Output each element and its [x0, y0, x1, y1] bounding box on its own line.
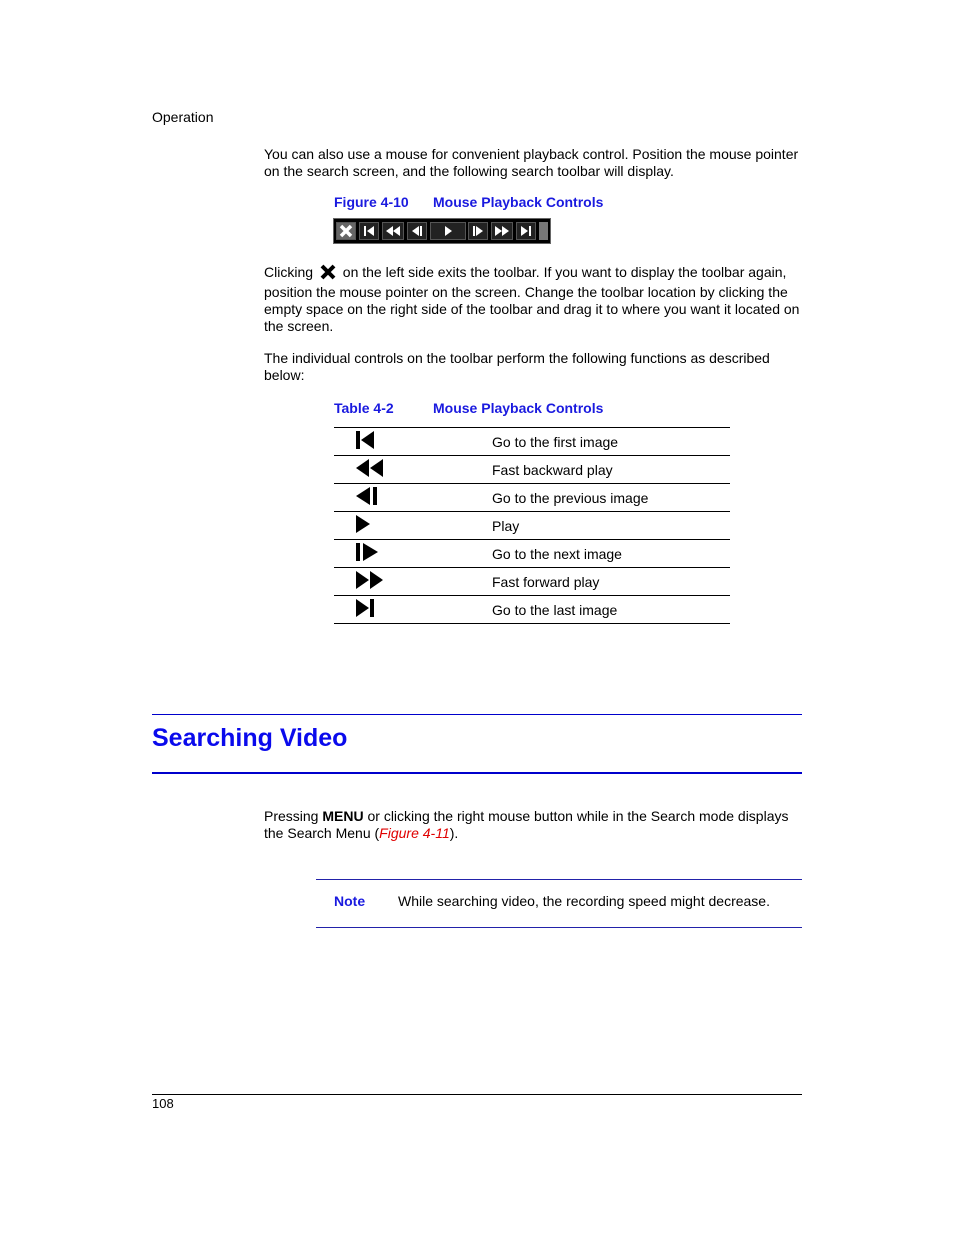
pressing-pre: Pressing	[264, 808, 323, 824]
table-cell-label: Play	[492, 512, 730, 540]
last-image-icon[interactable]	[516, 222, 536, 240]
table-row	[334, 540, 730, 568]
pressing-paragraph	[264, 808, 804, 842]
controls-table	[334, 427, 730, 624]
intro-line-1: You can also use a mouse for convenient playback control. Position the mouse pointer	[264, 146, 799, 162]
last-image-icon	[334, 596, 492, 624]
close-icon	[320, 264, 336, 284]
playback-toolbar	[333, 218, 551, 244]
play-icon	[334, 512, 492, 540]
running-header: Operation	[152, 109, 214, 125]
table-cell-label: Fast forward play	[492, 568, 730, 596]
figure-link[interactable]: Figure 4-11	[379, 825, 450, 841]
next-image-icon[interactable]	[468, 222, 488, 240]
pressing-line-2b: ).	[449, 825, 459, 841]
table-title: Mouse Playback Controls	[433, 400, 604, 416]
individual-line-1: The individual controls on the toolbar perform the following functions as described	[264, 350, 770, 366]
footer-rule	[152, 1094, 802, 1095]
toolbar-drag-area[interactable]	[539, 222, 548, 240]
note-label: Note	[334, 893, 366, 909]
menu-key: MENU	[322, 808, 364, 824]
first-image-icon[interactable]	[359, 222, 379, 240]
table-row	[334, 596, 730, 624]
clicking-line-1b: on the left side exits the toolbar. If you want to display the toolbar again,	[342, 264, 787, 280]
table-cell-label: Fast backward play	[492, 456, 730, 484]
intro-paragraph	[264, 146, 804, 180]
table-row	[334, 568, 730, 596]
fast-forward-icon[interactable]	[491, 222, 513, 240]
note-rule-bottom	[316, 927, 802, 928]
next-image-icon	[334, 540, 492, 568]
previous-image-icon	[334, 484, 492, 512]
table-row	[334, 428, 730, 456]
table-row	[334, 456, 730, 484]
table-cell-label: Go to the last image	[492, 596, 730, 624]
section-rule-bottom	[152, 772, 802, 774]
table-row	[334, 512, 730, 540]
pressing-post: or clicking the right mouse button while in the Search mode displays	[363, 808, 789, 824]
figure-number: Figure 4-10	[334, 194, 409, 210]
individual-paragraph	[264, 350, 804, 384]
clicking-line-4: the screen.	[264, 318, 334, 334]
play-icon[interactable]	[430, 222, 466, 240]
table-cell-label: Go to the first image	[492, 428, 730, 456]
table-cell-label: Go to the next image	[492, 540, 730, 568]
table-number: Table 4-2	[334, 400, 394, 416]
fast-forward-icon	[334, 568, 492, 596]
previous-image-icon[interactable]	[407, 222, 427, 240]
clicking-paragraph	[264, 264, 804, 335]
close-icon[interactable]	[336, 222, 356, 240]
table-caption	[334, 400, 604, 416]
intro-line-2: on the search screen, and the following search toolbar will display.	[264, 163, 674, 179]
fast-backward-icon[interactable]	[382, 222, 404, 240]
page-number: 108	[152, 1096, 174, 1111]
table-row	[334, 484, 730, 512]
figure-caption	[334, 194, 604, 210]
pressing-line-2a: the Search Menu (	[264, 825, 380, 841]
clicking-line-3: empty space on the right side of the toolbar and drag it to where you want it located on	[264, 301, 800, 317]
clicking-line-2: position the mouse pointer on the screen. Change the toolbar location by clicking the	[264, 284, 788, 300]
section-heading: Searching Video	[152, 724, 348, 752]
clicking-line-1a: Clicking	[264, 264, 314, 280]
fast-backward-icon	[334, 456, 492, 484]
table-cell-label: Go to the previous image	[492, 484, 730, 512]
note-rule-top	[316, 879, 802, 880]
first-image-icon	[334, 428, 492, 456]
figure-title: Mouse Playback Controls	[433, 194, 604, 210]
section-rule-top	[152, 714, 802, 715]
individual-line-2: below:	[264, 367, 305, 383]
note-text: While searching video, the recording speed might decrease.	[398, 893, 770, 909]
